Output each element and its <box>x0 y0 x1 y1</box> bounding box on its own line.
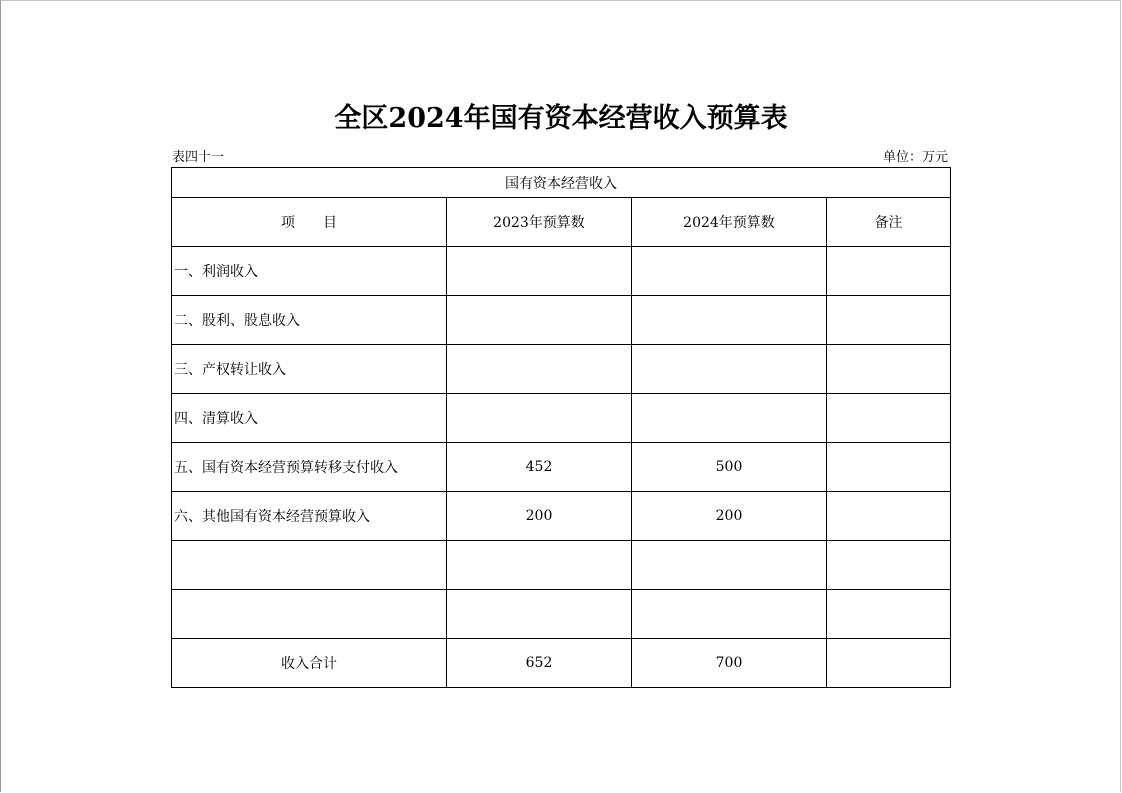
row-remark-cell <box>827 345 951 394</box>
table-row <box>172 590 951 639</box>
budget-table <box>171 167 951 688</box>
table-number: 表四十一 <box>172 150 225 165</box>
row-item-cell: 三、产权转让收入 <box>172 345 447 394</box>
total-label: 收入合计 <box>172 639 447 688</box>
row-budget-2023-cell <box>447 247 632 296</box>
row-budget-2023-cell: 200 <box>447 492 632 541</box>
row-budget-2023-cell <box>447 296 632 345</box>
table-row <box>172 492 951 541</box>
total-budget-2024: 700 <box>632 639 827 688</box>
row-budget-2023-cell <box>447 590 632 639</box>
row-budget-2024-cell: 500 <box>632 443 827 492</box>
row-budget-2023-cell: 452 <box>447 443 632 492</box>
row-item-cell: 六、其他国有资本经营预算收入 <box>172 492 447 541</box>
row-item-cell <box>172 541 447 590</box>
row-budget-2024-cell <box>632 394 827 443</box>
row-remark-cell <box>827 394 951 443</box>
row-remark-cell <box>827 443 951 492</box>
row-budget-2024-cell <box>632 247 827 296</box>
header-budget-2023: 2023年预算数 <box>447 198 632 247</box>
header-budget-2024: 2024年预算数 <box>632 198 827 247</box>
row-budget-2024-cell: 200 <box>632 492 827 541</box>
document-title: 全区2024年国有资本经营收入预算表 <box>334 103 788 134</box>
row-item-cell: 四、清算收入 <box>172 394 447 443</box>
unit-label: 单位：万元 <box>882 150 948 165</box>
row-remark-cell <box>827 541 951 590</box>
table-row <box>172 345 951 394</box>
row-item-cell: 五、国有资本经营预算转移支付收入 <box>172 443 447 492</box>
table-header-row <box>172 198 951 247</box>
row-remark-cell <box>827 247 951 296</box>
row-item-cell <box>172 590 447 639</box>
table-row <box>172 541 951 590</box>
row-remark-cell <box>827 296 951 345</box>
row-item-cell: 二、股利、股息收入 <box>172 296 447 345</box>
table-row <box>172 247 951 296</box>
row-budget-2023-cell <box>447 394 632 443</box>
table-caption-row <box>172 168 951 198</box>
table-row <box>172 443 951 492</box>
row-budget-2024-cell <box>632 541 827 590</box>
row-item-cell: 一、利润收入 <box>172 247 447 296</box>
header-remark: 备注 <box>827 198 951 247</box>
row-budget-2024-cell <box>632 296 827 345</box>
table-row <box>172 394 951 443</box>
total-remark <box>827 639 951 688</box>
row-budget-2024-cell <box>632 590 827 639</box>
table-row <box>172 296 951 345</box>
header-item: 项 目 <box>172 198 447 247</box>
row-budget-2023-cell <box>447 345 632 394</box>
total-budget-2023: 652 <box>447 639 632 688</box>
row-budget-2023-cell <box>447 541 632 590</box>
row-remark-cell <box>827 492 951 541</box>
row-remark-cell <box>827 590 951 639</box>
table-caption: 国有资本经营收入 <box>172 168 951 198</box>
total-row <box>172 639 951 688</box>
row-budget-2024-cell <box>632 345 827 394</box>
